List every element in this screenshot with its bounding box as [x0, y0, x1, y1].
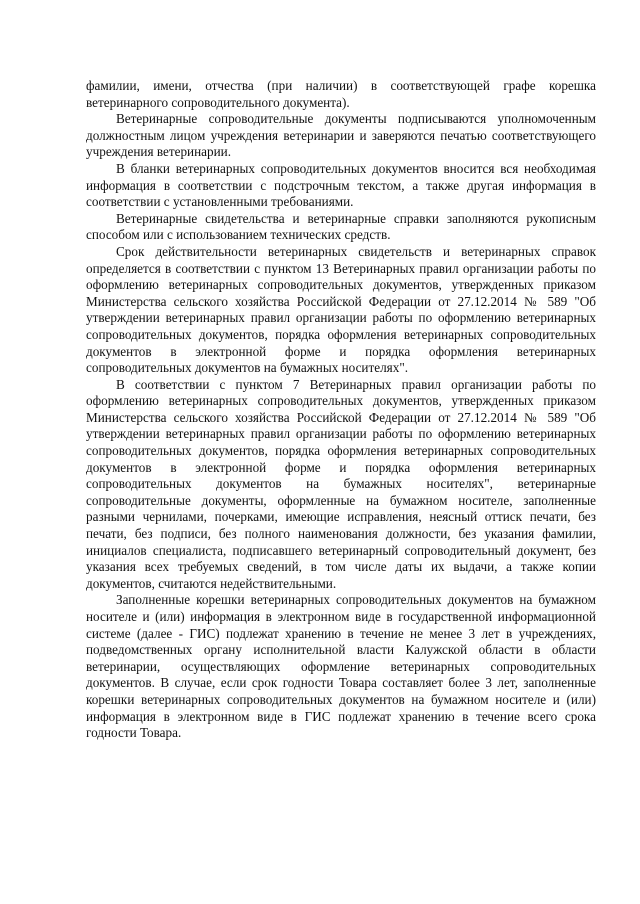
paragraph-filling-method: Ветеринарные свидетельства и ветеринарные справки заполняются рукописным способом или с использованием технических средств. [86, 210, 596, 243]
paragraph-signing: Ветеринарные сопроводительные документы подписываются уполномоченным должностным лицом учреждения ветеринарии и заверяются печатью соответствующего учреждения ветеринарии. [86, 111, 596, 160]
paragraph-storage: Заполненные корешки ветеринарных сопроводительных документов на бумажном носителе и (или) информация в электронном виде в государственной информационной системе (далее - ГИС) подлежат хранению в течение не менее 3 лет в учреждениях, подведомственных органу исполнительной власти Калужской области в области ветеринарии, осуществляющих оформление ветеринарных сопроводительных документов. В случае, если срок годности Товара составляет более 3 лет, заполненные корешки ветеринарных сопроводительных документов на бумажном носителе и (или) информация в электронном виде в ГИС подлежат хранению в течение всего срока годности Товара. [86, 592, 596, 741]
paragraph-forms: В бланки ветеринарных сопроводительных документов вносится вся необходимая информация в соответствии с подстрочным текстом, а также другая информация в соответствии с установленными требованиями. [86, 160, 596, 210]
paragraph-validity-period: Срок действительности ветеринарных свидетельств и ветеринарных справок определяется в соответствии с пунктом 13 Ветеринарных правил организации работы по оформлению ветеринарных сопроводительных документов, утвержденных приказом Министерства сельского хозяйства Российской Федерации от 27.12.2014 № 589 "Об утверждении ветеринарных правил организации работы по оформлению ветеринарных сопроводительных документов, порядка оформления ветеринарных сопроводительных документов в электронной форме и порядка оформления ветеринарных сопроводительных документов на бумажных носителях". [86, 243, 596, 376]
paragraph-invalid-documents: В соответствии с пунктом 7 Ветеринарных правил организации работы по оформлению ветеринарных сопроводительных документов, утвержденных приказом Министерства сельского хозяйства Российской Федерации от 27.12.2014 № 589 "Об утверждении ветеринарных правил организации работы по оформлению ветеринарных сопроводительных документов, порядка оформления ветеринарных сопроводительных документов в электронной форме и порядка оформления ветеринарных сопроводительных документов на бумажных носителях", ветеринарные сопроводительные документы, оформленные на бумажном носителе, заполненные разными чернилами, почерками, имеющие исправления, неясный оттиск печати, без печати, без подписи, без полного наименования должности, без указания фамилии, инициалов специалиста, подписавшего ветеринарный сопроводительный документ, без указания всех требуемых сведений, в том числе даты их выдачи, а также копии документов, считаются недействительными. [86, 376, 596, 591]
paragraph-continuation: фамилии, имени, отчества (при наличии) в соответствующей графе корешка ветеринарного сопроводительного документа). [86, 78, 596, 110]
